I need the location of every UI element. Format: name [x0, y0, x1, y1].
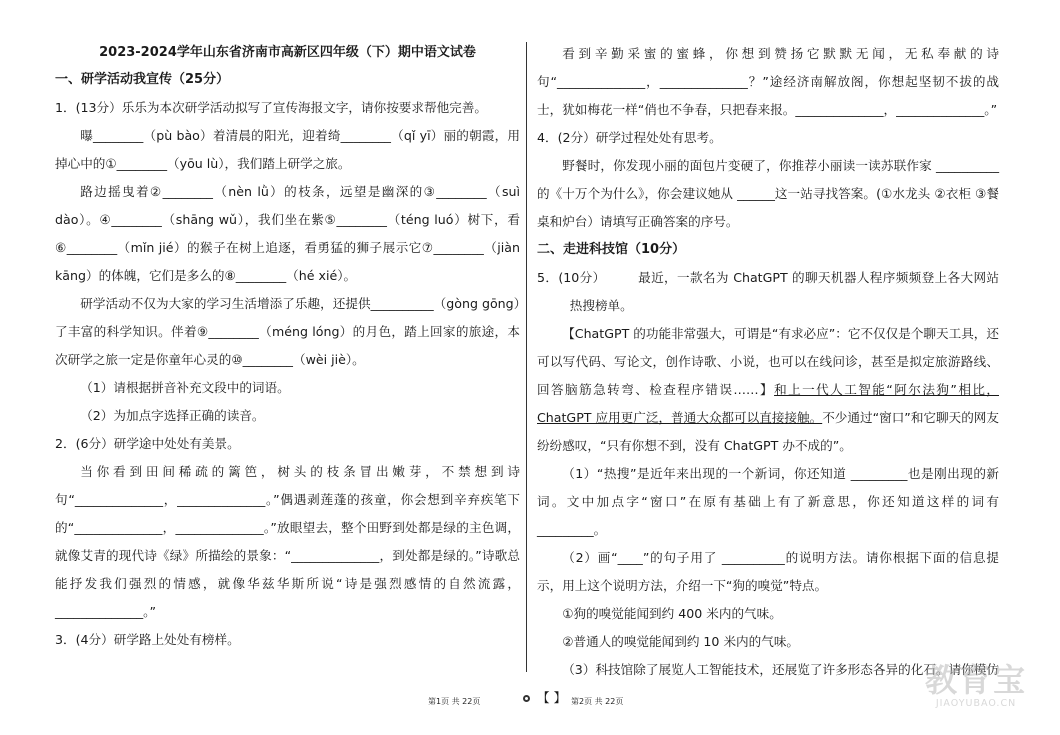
question-1-passage-3: 研学活动不仅为大家的学习生活增添了乐趣，还提供__________（gòng gōng）了丰富的科学知识。伴着⑨________（méng lóng）的月色，踏上回家的旅途，本次研学之旅一定是你童年心灵的⑩________（wèi jiè）。	[55, 296, 520, 367]
question-1-intro: 1．(13分）乐乐为本次研学活动拟写了宣传海报文字，请你按要求帮他完善。	[55, 100, 487, 115]
question-5-fact-b: ②普通人的嗅觉能闻到约 10 米内的气味。	[562, 634, 800, 649]
center-circle-icon	[523, 695, 530, 702]
section-2-heading: 二、走进科技馆（10分）	[537, 242, 686, 257]
page-number-left: 第1页 共 22页	[428, 697, 481, 706]
question-2-intro: 2．(6分）研学途中处处有美景。	[55, 436, 240, 451]
watermark-logo	[925, 662, 1027, 709]
question-1-passage-1: 曝________（pù bào）着清晨的阳光，迎着绮________（qǐ yī）丽的朝霞，用掉心中的①________（yōu lù），我们踏上研学之旅。	[55, 128, 520, 171]
question-5-fact-a: ①狗的嗅觉能闻到约 400 米内的气味。	[562, 606, 782, 621]
exam-title: 2023-2024学年山东省济南市高新区四年级（下）期中语文试卷	[99, 45, 476, 60]
question-3-intro: 3．(4分）研学路上处处有榜样。	[55, 632, 240, 647]
question-5-passage-tail: 不少通过“窗口”和它聊天的网友纷纷感叹，“只有你想不到，没有 ChatGPT 办不成的”。	[537, 410, 999, 453]
right-column	[537, 40, 999, 712]
question-4-intro: 4．(2分）研学过程处处有思考。	[537, 130, 722, 145]
question-1-sub-1: （1）请根据拼音补充文段中的词语。	[80, 380, 290, 395]
question-5-underlined-sentence: 和上一代人工智能“阿尔法狗”相比，ChatGPT 应用更广泛，普通大众都可以直接接触。	[537, 382, 999, 425]
question-1-passage-2: 路边摇曳着②________（nèn lǜ）的枝条，远望是幽深的③________（suì dào）。④________（shāng wǔ），我们坐在紫⑤________（téng luó）树下，看⑥________（mǐn jié）的猴子在树上追逐，看勇猛的狮子展示它⑦________（jiàn kāng）的体魄，它们是多么的⑧________（hé xié）。	[55, 184, 520, 283]
watermark-en: JIAOYUBAO.CN	[935, 698, 1017, 709]
question-3-passage: 看到辛勤采蜜的蜜蜂，你想到赞扬它默默无闻，无私奉献的诗句“______________，______________？”途经济南解放阁，你想起坚韧不拔的战士，犹如梅花一样“俏也不争春，只把春来报。______________，______________。”	[537, 46, 999, 117]
column-divider	[526, 42, 527, 672]
section-1-heading: 一、研学活动我宣传（25分）	[55, 72, 230, 87]
question-5-sub-3: （3）科技馆除了展览人工智能技术，还展览了许多形态各异的化石。请你模仿【 】	[537, 662, 999, 705]
page-number-right: 第2页 共 22页	[571, 697, 624, 706]
question-5-sub-2: （2）画“____”的句子用了 __________的说明方法。请你根据下面的信息提示，用上这个说明方法，介绍一下“狗的嗅觉”特点。	[537, 550, 999, 593]
question-5-intro: 5．(10分） 最近，一款名为 ChatGPT 的聊天机器人程序频频登上各大网站热搜榜单。	[537, 270, 999, 313]
question-1-sub-2: （2）为加点字选择正确的读音。	[80, 408, 265, 423]
question-5-sub-1: （1）“热搜”是近年来出现的一个新词，你还知道 _________也是刚出现的新词。文中加点字“窗口”在原有基础上有了新意思，你还知道这样的词有 _________。	[537, 466, 999, 537]
question-2-passage: 当你看到田间稀疏的篱笆，树头的枝条冒出嫩芽，不禁想到诗句“______________，______________。”偶遇剥莲蓬的孩童，你会想到辛弃疾笔下的“______________，______________。”放眼望去，整个田野到处都是绿的主色调，就像艾青的现代诗《绿》所描绘的景象：“______________，到处都是绿的。”诗歌总能抒发我们强烈的情感，就像华兹华斯所说“诗是强烈感情的自然流露，______________。”	[55, 464, 520, 619]
left-column	[55, 40, 520, 654]
question-5-passage	[537, 320, 999, 460]
question-5-bracket-text: 【ChatGPT 的功能非常强大，可谓是“有求必应”：它不仅仅是个聊天工具，还可以写代码、写论文，创作诗歌、小说，也可以在线问诊，甚至是拟定旅游路线、回答脑筋急转弯、检查程序错误……】	[537, 326, 999, 397]
watermark-cn: 教育宝	[925, 661, 1028, 699]
question-4-passage: 野餐时，你发现小丽的面包片变硬了，你推荐小丽读一读苏联作家 __________的《十万个为什么》，你会建议她从 ______这一站寻找答案。(①水龙头 ②衣柜 ③餐桌和炉台）请填写正确答案的序号。	[537, 158, 999, 229]
